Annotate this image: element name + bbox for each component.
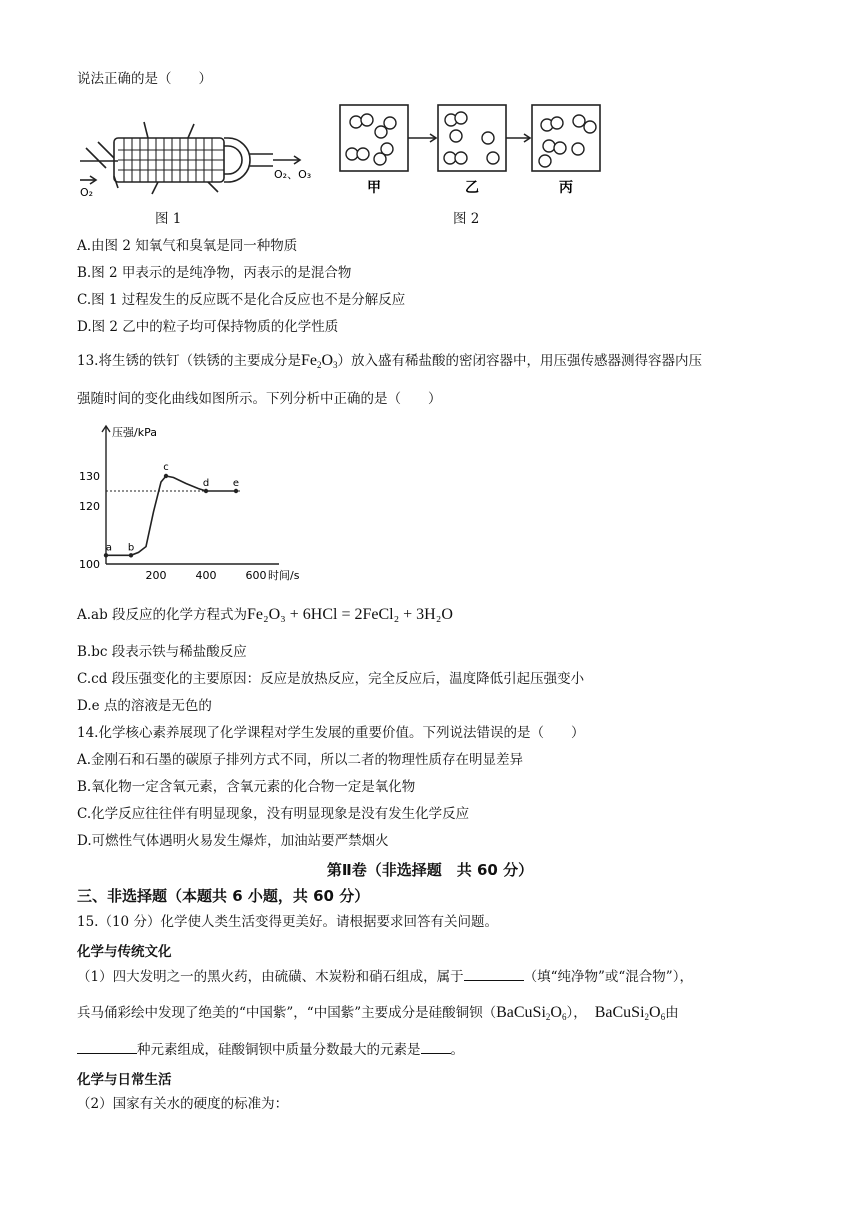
q15-part1-line1: （1）四大发明之一的黑火药，由硫磺、木炭粉和硝石组成，属于 （填“纯净物”或“混合物”），	[77, 969, 693, 985]
fig2-caption: 图 2	[453, 211, 480, 227]
point-label-c: c	[163, 462, 169, 473]
bacusi2o6-formula: $BaCuSi_2O_6$	[496, 1004, 567, 1022]
q13-equation: Fe₂O₃ + 6HCl = 2FeCl₂ + 3H₂O	[247, 606, 453, 623]
point-a	[104, 553, 108, 557]
fig1-caption: 图 1	[155, 211, 182, 227]
point-b	[129, 553, 133, 557]
point-c	[164, 474, 168, 478]
pressure-curve	[106, 476, 236, 555]
q12-option-c: C.图 1 过程发生的反应既不是化合反应也不是分解反应	[77, 292, 406, 308]
point-e	[234, 489, 238, 493]
answer-blank-3[interactable]	[421, 1041, 451, 1054]
answer-blank-1[interactable]	[464, 968, 524, 981]
q15-heading-daily-life: 化学与日常生活	[77, 1072, 172, 1088]
fig2-label-yi: 乙	[465, 180, 479, 196]
fig2-label-jia: 甲	[367, 180, 381, 196]
q15-part2-line: （2）国家有关水的硬度的标准为：	[77, 1096, 289, 1112]
q13-option-c: C.cd 段压强变化的主要原因：反应是放热反应，完全反应后，温度降低引起压强变小	[77, 671, 585, 687]
q12-option-a: A.由图 2 知氧气和臭氧是同一种物质	[77, 238, 298, 254]
pressure-time-chart	[74, 418, 300, 588]
point-label-b: b	[127, 542, 135, 554]
q14-stem: 14.化学核心素养展现了化学课程对学生发展的重要价值。下列说法错误的是（ ）	[77, 725, 585, 741]
y-tick-label: 130	[79, 470, 100, 483]
bacusi2o6-formula-2: $BaCuSi_2O_6$	[594, 1004, 666, 1022]
q15-stem: 15.（10 分）化学使人类生活变得更美好。请根据要求回答有关问题。	[77, 914, 498, 930]
x-tick-label: 200	[145, 569, 167, 582]
q13-stem-line1: 13.将生锈的铁钉（铁锈的主要成分是$Fe_2O_3$）放入盛有稀盐酸的密闭容器中，用压强传感器测得容器内压	[77, 352, 703, 370]
fig2-label-bing: 丙	[559, 180, 573, 196]
q12-option-d: D.图 2 乙中的粒子均可保持物质的化学性质	[77, 319, 339, 335]
q14-option-a: A.金刚石和石墨的碳原子排列方式不同，所以二者的物理性质存在明显差异	[77, 752, 524, 768]
q13-option-d: D.e 点的溶液是无色的	[77, 698, 212, 714]
q15-heading-traditional-culture: 化学与传统文化	[77, 944, 172, 960]
y-tick-label: 100	[79, 558, 100, 571]
fig1-outlet-label: O₂、O₃	[274, 168, 312, 181]
figure-1-ozone-generator	[78, 118, 348, 198]
q13-option-a: A.ab 段反应的化学方程式为Fe₂O₃ + 6HCl = 2FeCl₂ + 3H₂O	[77, 606, 453, 623]
q15-part1-line2: 兵马俑彩绘中发现了绝美的“中国紫”，“中国紫”主要成分是硅酸铜钡$(BaCuSi_2O_6)$， $BaCuSi_2O_6$由	[77, 1004, 679, 1022]
point-d	[204, 489, 208, 493]
y-axis-label: 压强/kPa	[112, 426, 157, 439]
q14-option-d: D.可燃性气体遇明火易发生爆炸，加油站要严禁烟火	[77, 833, 389, 849]
q14-option-c: C.化学反应往往伴有明显现象，没有明显现象是没有发生化学反应	[77, 806, 470, 822]
q15-part1-line3: 种元素组成，硅酸铜钡中质量分数最大的元素是 。	[77, 1041, 464, 1059]
x-axis-label: 时间/s	[268, 569, 300, 582]
answer-blank-2[interactable]	[77, 1041, 137, 1054]
point-label-e: e	[232, 478, 240, 489]
y-tick-label: 120	[79, 500, 100, 513]
q12-option-b: B.图 2 甲表示的是纯净物，丙表示的是混合物	[77, 265, 352, 281]
section-3-heading: 三、非选择题（本题共 6 小题，共 60 分）	[77, 887, 370, 905]
figure-2-molecule-boxes	[335, 103, 605, 198]
x-tick-label: 600	[245, 569, 267, 582]
fig1-inlet-label: O₂	[80, 186, 94, 199]
part-2-title: 第Ⅱ卷（非选择题 共 60 分）	[326, 861, 534, 879]
q13-option-b: B.bc 段表示铁与稀盐酸反应	[77, 644, 247, 660]
point-label-d: d	[202, 478, 210, 489]
point-label-a: a	[105, 542, 113, 554]
x-tick-label: 400	[195, 569, 217, 582]
q12-stem-tail: 说法正确的是（ ）	[77, 71, 212, 87]
q13-stem-line2: 强随时间的变化曲线如图所示。下列分析中正确的是（ ）	[77, 391, 442, 407]
fe2o3-formula: $Fe_2O_3$	[300, 352, 338, 370]
q14-option-b: B.氧化物一定含氧元素，含氧元素的化合物一定是氧化物	[77, 779, 416, 795]
